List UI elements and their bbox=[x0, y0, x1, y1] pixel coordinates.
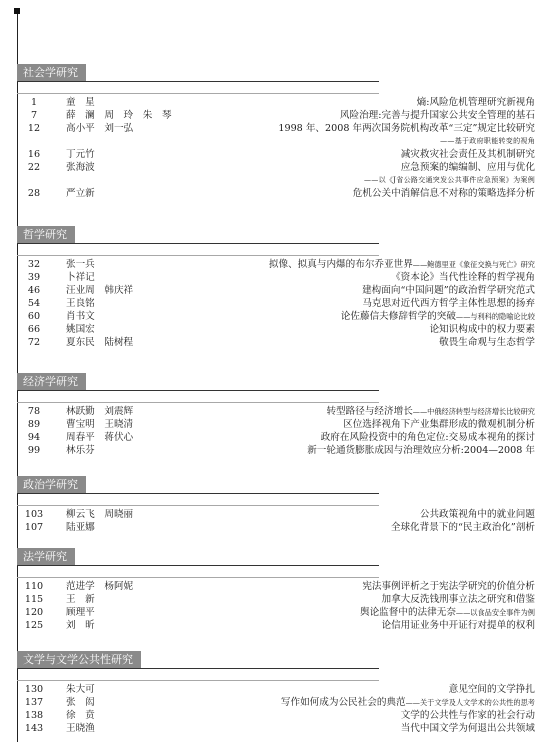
page-number: 12 bbox=[27, 123, 41, 134]
article-title-main: 建构面向“中国问题”的政治哲学研究范式 bbox=[362, 285, 535, 296]
section-subrule bbox=[17, 93, 379, 94]
toc-entry[interactable] bbox=[17, 187, 537, 200]
article-title-main: 减灾救灾社会责任及其机制研究 bbox=[400, 149, 535, 160]
article-title bbox=[281, 696, 535, 709]
authors: 王 新 bbox=[66, 594, 95, 605]
section-header: 政治学研究 bbox=[17, 476, 86, 493]
toc-entry[interactable] bbox=[17, 323, 537, 336]
section-rule bbox=[17, 81, 379, 82]
entry-list bbox=[17, 508, 537, 534]
article-title-main: 1998 年、2008 年两次国务院机构改革“三定”规定比较研究 bbox=[278, 123, 535, 134]
page-number: 1 bbox=[30, 97, 38, 108]
article-title bbox=[439, 336, 535, 349]
toc-entry-subtitle-row bbox=[17, 135, 537, 148]
toc-entry[interactable] bbox=[17, 431, 537, 444]
section-header: 哲学研究 bbox=[17, 226, 75, 243]
article-title-main: 当代中国文学为何退出公共领域 bbox=[400, 723, 535, 734]
authors: 姚国宏 bbox=[66, 324, 95, 335]
page-number: 66 bbox=[27, 324, 41, 335]
article-title-main: 新一轮通货膨胀成因与治理效应分析:2004—2008 年 bbox=[307, 445, 535, 456]
page-number: 138 bbox=[24, 710, 44, 721]
page-number: 16 bbox=[27, 149, 41, 160]
authors: 朱大可 bbox=[66, 684, 95, 695]
article-title bbox=[401, 722, 535, 735]
article-title bbox=[343, 418, 535, 431]
toc-entry[interactable] bbox=[17, 161, 537, 174]
article-title-main: 写作如何成为公民社会的典范 bbox=[280, 697, 406, 708]
toc-entry[interactable] bbox=[17, 109, 537, 122]
toc-entry[interactable] bbox=[17, 619, 537, 632]
toc-entry[interactable] bbox=[17, 580, 537, 593]
section-rule bbox=[17, 243, 379, 244]
section-header: 经济学研究 bbox=[17, 373, 86, 390]
article-title-main: 论信用证业务中开证行对提单的权利 bbox=[381, 620, 535, 631]
article-title-main: 公共政策视角中的就业问题 bbox=[419, 509, 535, 520]
article-title-main: 意见空间的文学挣扎 bbox=[448, 684, 535, 695]
page-number: 32 bbox=[27, 259, 41, 270]
authors: 王良铭 bbox=[66, 298, 95, 309]
entry-list bbox=[17, 405, 537, 457]
section-subrule bbox=[17, 255, 379, 256]
article-title bbox=[307, 444, 535, 457]
article-title bbox=[341, 310, 535, 323]
toc-entry[interactable] bbox=[17, 606, 537, 619]
article-title-suffix: ——关于文学及人文学术的公共性的思考 bbox=[405, 698, 535, 707]
authors: 刘 昕 bbox=[66, 620, 95, 631]
article-title-main: 论知识构成中的权力要素 bbox=[429, 324, 535, 335]
page-number: 89 bbox=[27, 419, 41, 430]
article-title bbox=[362, 580, 535, 593]
article-title-main: 敬畏生命观与生态哲学 bbox=[439, 337, 535, 348]
article-title bbox=[417, 96, 535, 109]
page-number: 28 bbox=[27, 188, 41, 199]
page-number: 107 bbox=[24, 522, 44, 533]
section-rule bbox=[17, 390, 379, 391]
article-title bbox=[362, 297, 535, 310]
authors: 顾理平 bbox=[66, 607, 95, 618]
page-number: 125 bbox=[24, 620, 44, 631]
section-subrule bbox=[17, 577, 379, 578]
authors: 肖书文 bbox=[66, 311, 95, 322]
section-rule bbox=[17, 493, 379, 494]
authors: 周春平 蒋伏心 bbox=[66, 432, 134, 443]
authors: 高小平 刘一弘 bbox=[66, 123, 134, 134]
article-title bbox=[420, 508, 535, 521]
article-title bbox=[278, 122, 535, 135]
article-title bbox=[340, 109, 535, 122]
page-number: 130 bbox=[24, 684, 44, 695]
authors: 柳云飞 周晓丽 bbox=[66, 509, 134, 520]
authors: 陆亚娜 bbox=[66, 522, 95, 533]
page-number: 143 bbox=[24, 723, 44, 734]
toc-entry[interactable] bbox=[17, 336, 537, 349]
toc-entry[interactable] bbox=[17, 405, 537, 418]
article-title bbox=[401, 709, 535, 722]
article-title-main: 应急预案的编编制、应用与优化 bbox=[400, 162, 535, 173]
authors: 王晓渔 bbox=[66, 723, 95, 734]
entry-list bbox=[17, 258, 537, 349]
article-title-main: 舆论监督中的法律无奈 bbox=[359, 607, 456, 618]
authors: 丁元竹 bbox=[66, 149, 95, 160]
toc-entry[interactable] bbox=[17, 508, 537, 521]
toc-entry[interactable] bbox=[17, 310, 537, 323]
section-header: 法学研究 bbox=[17, 548, 75, 565]
authors: 林跃勤 刘震辉 bbox=[66, 406, 134, 417]
page-number: 60 bbox=[27, 311, 41, 322]
authors: 曹宝明 王晓清 bbox=[66, 419, 134, 430]
page-number: 72 bbox=[27, 337, 41, 348]
article-title bbox=[353, 187, 535, 200]
article-title bbox=[360, 606, 535, 619]
authors: 汪业周 韩庆祥 bbox=[66, 285, 134, 296]
article-title bbox=[269, 258, 535, 271]
authors: 张一兵 bbox=[66, 259, 95, 270]
authors: 卜祥记 bbox=[66, 272, 95, 283]
page-number: 22 bbox=[27, 162, 41, 173]
article-title-suffix: ——鲍德里亚《象征交换与死亡》研究 bbox=[412, 260, 535, 269]
article-title-main: 政府在风险投资中的角色定位:交易成本视角的探讨 bbox=[320, 432, 535, 443]
toc-entry[interactable] bbox=[17, 683, 537, 696]
toc-entry[interactable] bbox=[17, 122, 537, 135]
toc-entry[interactable] bbox=[17, 444, 537, 457]
article-title-suffix: ——中俄经济转型与经济增长比较研究 bbox=[412, 407, 535, 416]
entry-list bbox=[17, 580, 537, 632]
article-title bbox=[382, 619, 536, 632]
page-number: 99 bbox=[27, 445, 41, 456]
authors: 薛 澜 周 玲 朱 琴 bbox=[66, 110, 172, 121]
article-title-main: 宪法事例评析之于宪法学研究的价值分析 bbox=[362, 581, 535, 592]
article-title-suffix: ——以食品安全事件为例 bbox=[455, 608, 535, 617]
article-title-main: 危机公关中消解信息不对称的策略选择分析 bbox=[352, 188, 535, 199]
article-title bbox=[326, 405, 535, 418]
toc-entry[interactable] bbox=[17, 297, 537, 310]
article-title bbox=[391, 271, 535, 284]
page-number: 94 bbox=[27, 432, 41, 443]
page-number: 78 bbox=[27, 406, 41, 417]
section-subrule bbox=[17, 402, 379, 403]
page-number: 110 bbox=[24, 581, 44, 592]
authors: 夏东民 陆树程 bbox=[66, 337, 134, 348]
article-title-main: 区位选择视角下产业集群形成的微观机制分析 bbox=[343, 419, 535, 430]
article-title-main: 拟像、拟真与内爆的布尔乔亚世界 bbox=[268, 259, 413, 270]
section-header: 文学与文学公共性研究 bbox=[17, 651, 141, 668]
section-subrule bbox=[17, 680, 379, 681]
toc-entry[interactable] bbox=[17, 696, 537, 709]
article-title-main: 熵:风险危机管理研究新视角 bbox=[416, 97, 535, 108]
article-title bbox=[449, 683, 535, 696]
authors: 严立新 bbox=[66, 188, 95, 199]
article-title-suffix: ——与利科的隐喻论比较 bbox=[455, 312, 535, 321]
authors: 童 星 bbox=[66, 97, 95, 108]
toc-entry[interactable] bbox=[17, 96, 537, 109]
article-title bbox=[362, 284, 535, 297]
authors: 张 闳 bbox=[66, 697, 95, 708]
toc-entry[interactable] bbox=[17, 418, 537, 431]
authors: 徐 贲 bbox=[66, 710, 95, 721]
toc-entry-subtitle-row bbox=[17, 174, 537, 187]
article-title bbox=[401, 161, 535, 174]
section-rule bbox=[17, 668, 379, 669]
toc-entry[interactable] bbox=[17, 722, 537, 735]
toc-entry[interactable] bbox=[17, 271, 537, 284]
article-title bbox=[382, 593, 536, 606]
toc-entry[interactable] bbox=[17, 148, 537, 161]
article-title bbox=[321, 431, 535, 444]
article-subtitle: ——基于政府职能转变的视角 bbox=[440, 137, 535, 145]
article-title-main: 转型路径与经济增长 bbox=[326, 406, 413, 417]
page-number: 46 bbox=[27, 285, 41, 296]
toc-entry[interactable] bbox=[17, 258, 537, 271]
toc-entry[interactable] bbox=[17, 284, 537, 297]
section-subrule bbox=[17, 505, 379, 506]
toc-entry[interactable] bbox=[17, 593, 537, 606]
section-rule bbox=[17, 565, 379, 566]
page-number: 137 bbox=[24, 697, 44, 708]
article-title-main: 全球化背景下的“民主政治化”剖析 bbox=[390, 522, 535, 533]
section-header: 社会学研究 bbox=[17, 64, 86, 81]
article-title bbox=[401, 148, 535, 161]
article-title bbox=[391, 521, 535, 534]
article-title-main: 论佐藤信夫修辞哲学的突破 bbox=[340, 311, 456, 322]
authors: 林乐芬 bbox=[66, 445, 95, 456]
toc-entry[interactable] bbox=[17, 521, 537, 534]
article-title-main: 文学的公共性与作家的社会行动 bbox=[400, 710, 535, 721]
entry-list bbox=[17, 683, 537, 735]
page-number: 103 bbox=[24, 509, 44, 520]
article-title-main: 马克思对近代西方哲学主体性思想的扬弃 bbox=[362, 298, 535, 309]
page-number: 54 bbox=[27, 298, 41, 309]
article-title-main: 加拿大反洗钱刑事立法之研究和借鉴 bbox=[381, 594, 535, 605]
page-number: 39 bbox=[27, 272, 41, 283]
page-number: 115 bbox=[24, 594, 44, 605]
page-number: 7 bbox=[30, 110, 38, 121]
article-title-main: 风险治理:完善与提升国家公共安全管理的基石 bbox=[339, 110, 535, 121]
toc-entry[interactable] bbox=[17, 709, 537, 722]
entry-list bbox=[17, 96, 537, 200]
article-title-main: 《资本论》当代性诠释的哲学视角 bbox=[391, 272, 535, 283]
authors: 范进学 杨阿妮 bbox=[66, 581, 134, 592]
article-subtitle: ——以《J省公路交通突发公共事件应急预案》为案例 bbox=[363, 176, 535, 184]
page-number: 120 bbox=[24, 607, 44, 618]
authors: 张海波 bbox=[66, 162, 95, 173]
article-title bbox=[429, 323, 535, 336]
